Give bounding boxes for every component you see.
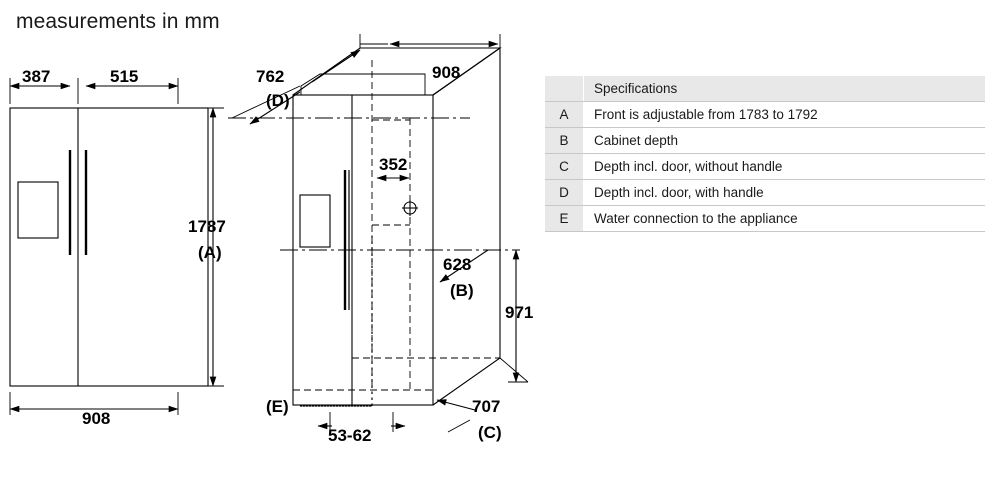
- label-depth-without-handle: 707: [472, 397, 501, 416]
- spec-key-header: [545, 76, 584, 102]
- label-depth-with-handle: 762: [256, 67, 285, 86]
- table-row: [545, 154, 985, 180]
- label-cabinet-depth-key: (B): [450, 281, 474, 300]
- spec-key: B: [545, 128, 584, 154]
- label-cabinet-depth: 628: [443, 255, 472, 274]
- table-header-row: [545, 76, 985, 102]
- label-front-width-left: 387: [22, 67, 51, 86]
- spec-text: Depth incl. door, with handle: [584, 180, 986, 206]
- label-water-connection-key: (E): [266, 397, 289, 416]
- table-row: [545, 206, 985, 232]
- table-row: [545, 128, 985, 154]
- spec-key: E: [545, 206, 584, 232]
- label-front-total-width: 908: [82, 409, 111, 428]
- label-lower-height: 971: [505, 303, 534, 322]
- label-inner-offset: 352: [379, 155, 408, 174]
- label-base-range: 53-62: [328, 426, 372, 445]
- spec-key: D: [545, 180, 584, 206]
- spec-text: Cabinet depth: [584, 128, 986, 154]
- label-front-width-right: 515: [110, 67, 139, 86]
- spec-text: Water connection to the appliance: [584, 206, 986, 232]
- spec-text: Front is adjustable from 1783 to 1792: [584, 102, 986, 128]
- page-title: measurements in mm: [16, 10, 220, 33]
- label-depth-without-handle-key: (C): [478, 423, 502, 442]
- spec-text: Depth incl. door, without handle: [584, 154, 986, 180]
- label-side-top-width: 908: [432, 63, 461, 82]
- table-row: [545, 180, 985, 206]
- spec-header-label: Specifications: [584, 76, 986, 102]
- specifications-table: [545, 76, 985, 232]
- table-row: [545, 102, 985, 128]
- spec-key: C: [545, 154, 584, 180]
- label-front-height: 1787: [188, 217, 226, 236]
- label-depth-with-handle-key: (D): [266, 91, 290, 110]
- spec-key: A: [545, 102, 584, 128]
- label-front-height-key: (A): [198, 243, 222, 262]
